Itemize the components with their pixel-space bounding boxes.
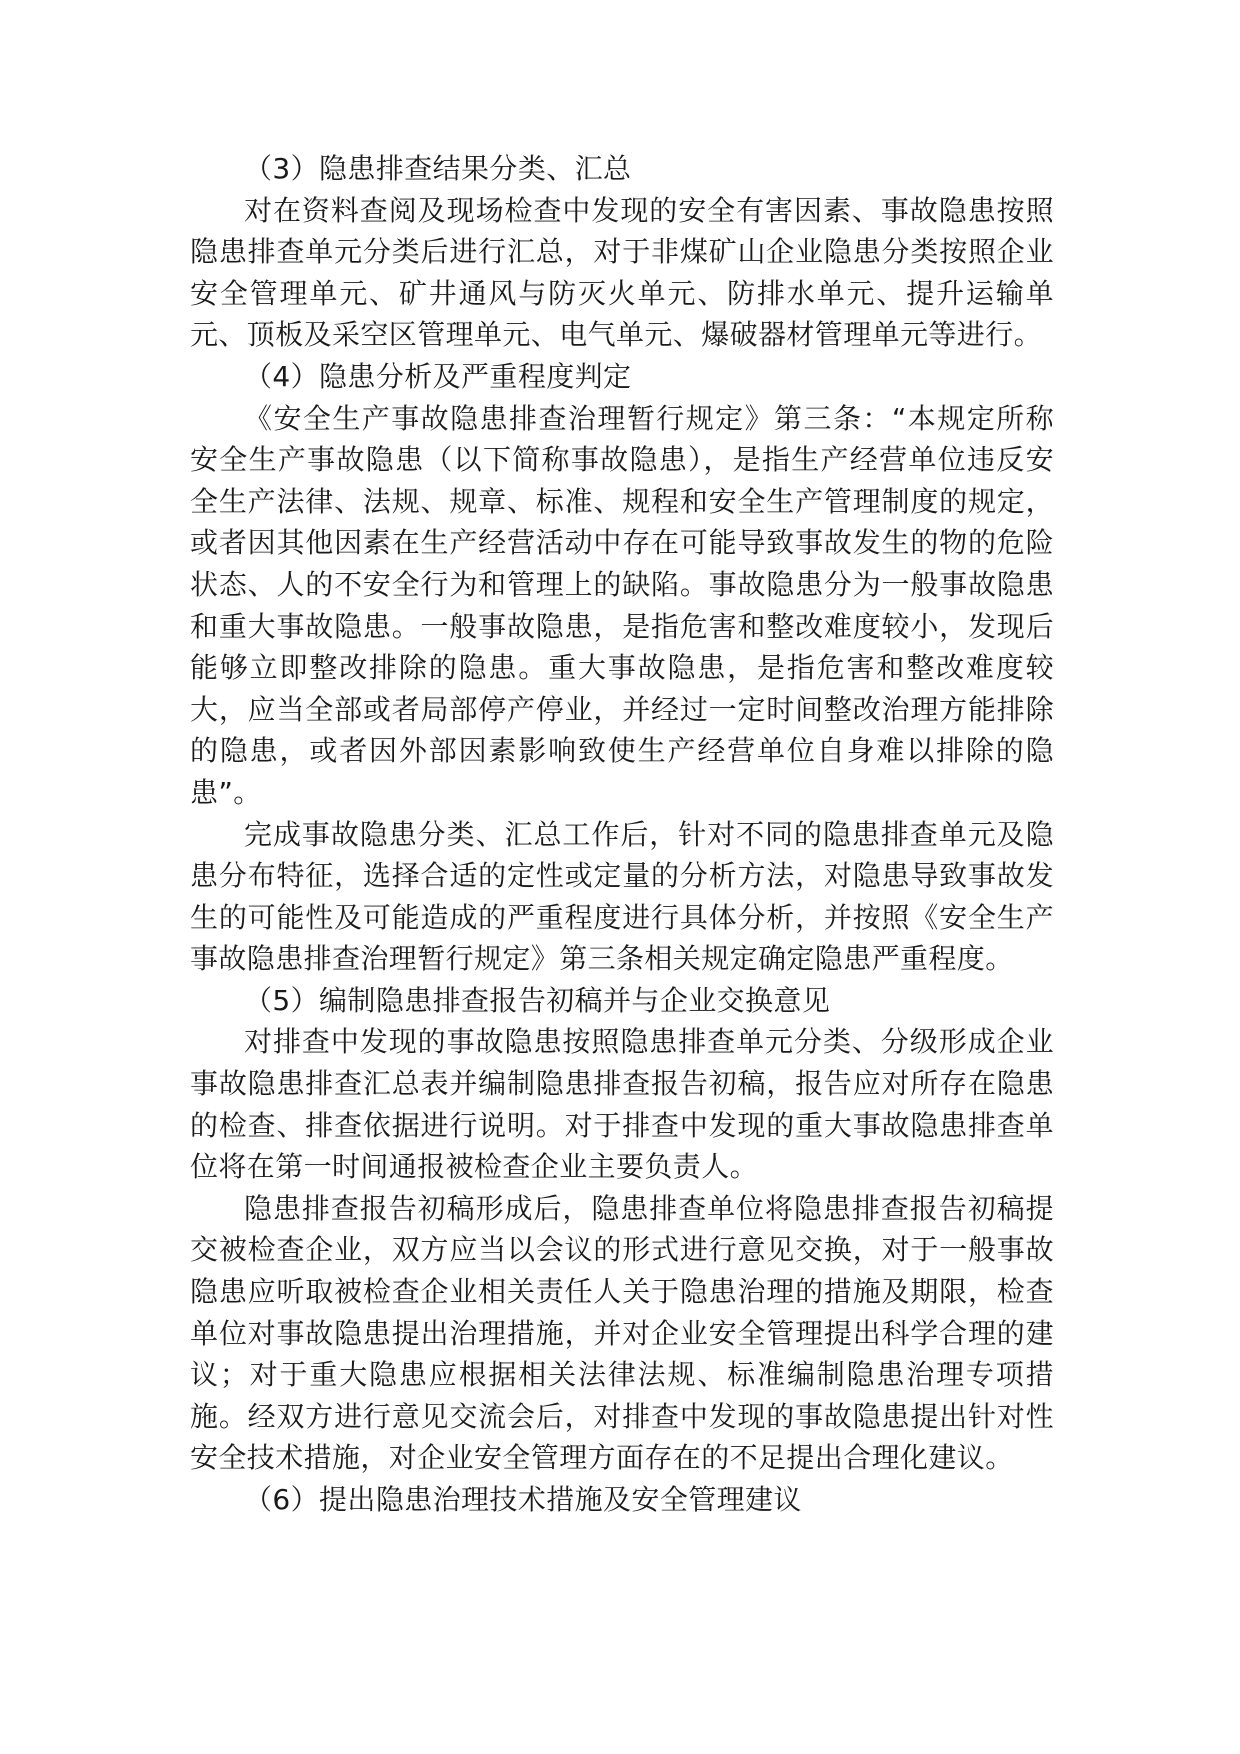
paragraph-3: 对在资料查阅及现场检查中发现的安全有害因素、事故隐患按照隐患排查单元分类后进行汇总，对于非煤矿山企业隐患分类按照企业安全管理单元、矿井通风与防灭火单元、防排水单元、提升运输单元、顶板及采空区管理单元、电气单元、爆破器材管理单元等进行。: [190, 193, 1054, 352]
section-heading-4: （4）隐患分析及严重程度判定: [244, 359, 632, 393]
section-heading-5: （5）编制隐患排查报告初稿并与企业交换意见: [244, 983, 831, 1017]
paragraph-4a: 《安全生产事故隐患排查治理暂行规定》第三条：“本规定所称安全生产事故隐患（以下简称事故隐患），是指生产经营单位违反安全生产法律、法规、规章、标准、规程和安全生产管理制度的规定，或者因其他因素在生产经营活动中存在可能导致事故发生的物的危险状态、人的不安全行为和管理上的缺陷。事故隐患分为一般事故隐患和重大事故隐患。一般事故隐患，是指危害和整改难度较小，发现后能够立即整改排除的隐患。重大事故隐患，是指危害和整改难度较大，应当全部或者局部停产停业，并经过一定时间整改治理方能排除的隐患，或者因外部因素影响致使生产经营单位自身难以排除的隐患”。: [190, 401, 1054, 809]
section-heading-3: （3）隐患排查结果分类、汇总: [244, 152, 632, 185]
paragraph-4b: 完成事故隐患分类、汇总工作后，针对不同的隐患排查单元及隐患分布特征，选择合适的定性或定量的分析方法，对隐患导致事故发生的可能性及可能造成的严重程度进行具体分析，并按照《安全生产事故隐患排查治理暂行规定》第三条相关规定确定隐患严重程度。: [190, 817, 1054, 976]
paragraph-5b: 隐患排查报告初稿形成后，隐患排查单位将隐患排查报告初稿提交被检查企业，双方应当以会议的形式进行意见交换，对于一般事故隐患应听取被检查企业相关责任人关于隐患治理的措施及期限，检查单位对事故隐患提出治理措施，并对企业安全管理提出科学合理的建议；对于重大隐患应根据相关法律法规、标准编制隐患治理专项措施。经双方进行意见交流会后，对排查中发现的事故隐患提出针对性安全技术措施，对企业安全管理方面存在的不足提出合理化建议。: [190, 1191, 1054, 1475]
section-heading-6: （6）提出隐患治理技术措施及安全管理建议: [244, 1483, 802, 1516]
document-page: [190, 148, 1054, 1521]
paragraph-5a: 对排查中发现的事故隐患按照隐患排查单元分类、分级形成企业事故隐患排查汇总表并编制隐患排查报告初稿，报告应对所存在隐患的检查、排查依据进行说明。对于排查中发现的重大事故隐患排查单位将在第一时间通报被检查企业主要负责人。: [190, 1025, 1054, 1184]
